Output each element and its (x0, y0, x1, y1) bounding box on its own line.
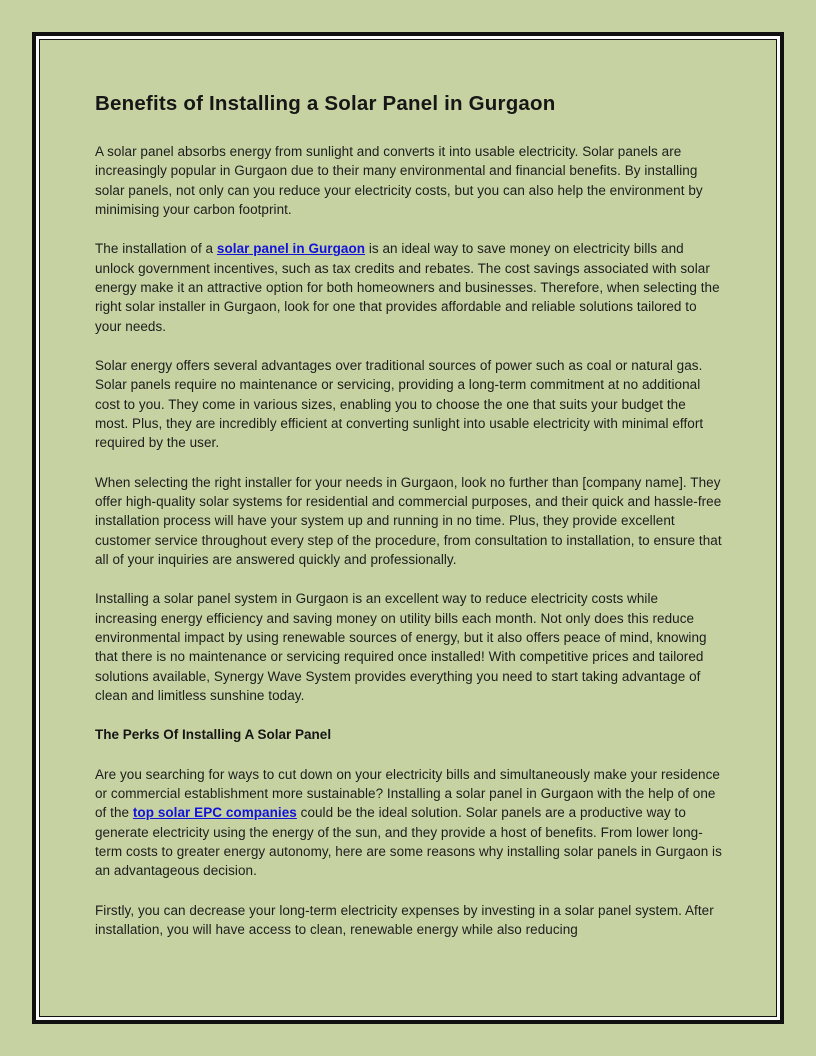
text-run: The Perks Of Installing A Solar Panel (95, 727, 332, 743)
text-run: The installation of a (95, 241, 217, 257)
section-heading (95, 725, 722, 744)
text-run: When selecting the right installer for your needs in Gurgaon, look no further than [company name]. They offer high-quality solar systems for residential and commercial purposes, and their quick and hassle-free installation process will have your system up and running in no time. Plus, they provide excellent customer service throughout every step of the procedure, from consultation to installation, to ensure that all of your inquiries are answered quickly and professionally. (95, 474, 722, 567)
paragraph (95, 901, 722, 940)
paragraph (95, 473, 722, 570)
document-content (95, 92, 722, 959)
hyperlink[interactable]: top solar EPC companies (132, 805, 297, 821)
paragraph (95, 765, 722, 881)
text-run: Firstly, you can decrease your long-term electricity expenses by investing in a solar panel system. After installation, you will have access to clean, renewable energy while also reducing (95, 902, 714, 937)
paragraph (95, 239, 722, 336)
text-run: Installing a solar panel system in Gurgaon is an excellent way to reduce electricity costs while increasing energy efficiency and saving money on utility bills each month. Not only does this reduce environmental impact by using renewable sources of energy, but it also offers peace of mind, knowing that there is no maintenance or servicing required once installed! With competitive prices and tailored solutions available, Synergy Wave System provides everything you need to start taking advantage of clean and limitless sunshine today. (95, 591, 707, 703)
paragraph (95, 142, 722, 219)
document-title: Benefits of Installing a Solar Panel in Gurgaon (95, 92, 556, 115)
text-run: Solar energy offers several advantages over traditional sources of power such as coal or natural gas. Solar panels require no maintenance or servicing, providing a long-term commitment at no additional cost to you. They come in various sizes, enabling you to choose the one that suits your budget the most. Plus, they are incredibly efficient at converting sunlight into usable electricity with minimal effort required by the user. (95, 357, 704, 451)
text-run: is an ideal way to save money on electricity bills and unlock government incentives, such as tax credits and rebates. The cost savings associated with solar energy make it an attractive option for both homeowners and businesses. Therefore, when selecting the right solar installer in Gurgaon, look for one that provides affordable and reliable solutions tailored to your needs. (95, 241, 720, 334)
text-run: Are you searching for ways to cut down on your electricity bills and simultaneously make your residence or commercial establishment more sustainable? Installing a solar panel in Gurgaon with the help of one of the (95, 766, 720, 821)
paragraph (95, 589, 722, 705)
document-body (95, 142, 722, 939)
hyperlink[interactable]: solar panel in Gurgaon (216, 241, 366, 257)
paragraph (95, 356, 722, 453)
text-run: A solar panel absorbs energy from sunlight and converts it into usable electricity. Solar panels are increasingly popular in Gurgaon due to their many environmental and financial benefits. By installing solar panels, not only can you reduce your electricity costs, but you can also help the environment by minimising your carbon footprint. (95, 144, 703, 217)
text-run: could be the ideal solution. Solar panels are a productive way to generate electricity using the energy of the sun, and they provide a host of benefits. From lower long-term costs to greater energy autonomy, here are some reasons why installing solar panels in Gurgaon is an advantageous decision. (95, 805, 722, 879)
